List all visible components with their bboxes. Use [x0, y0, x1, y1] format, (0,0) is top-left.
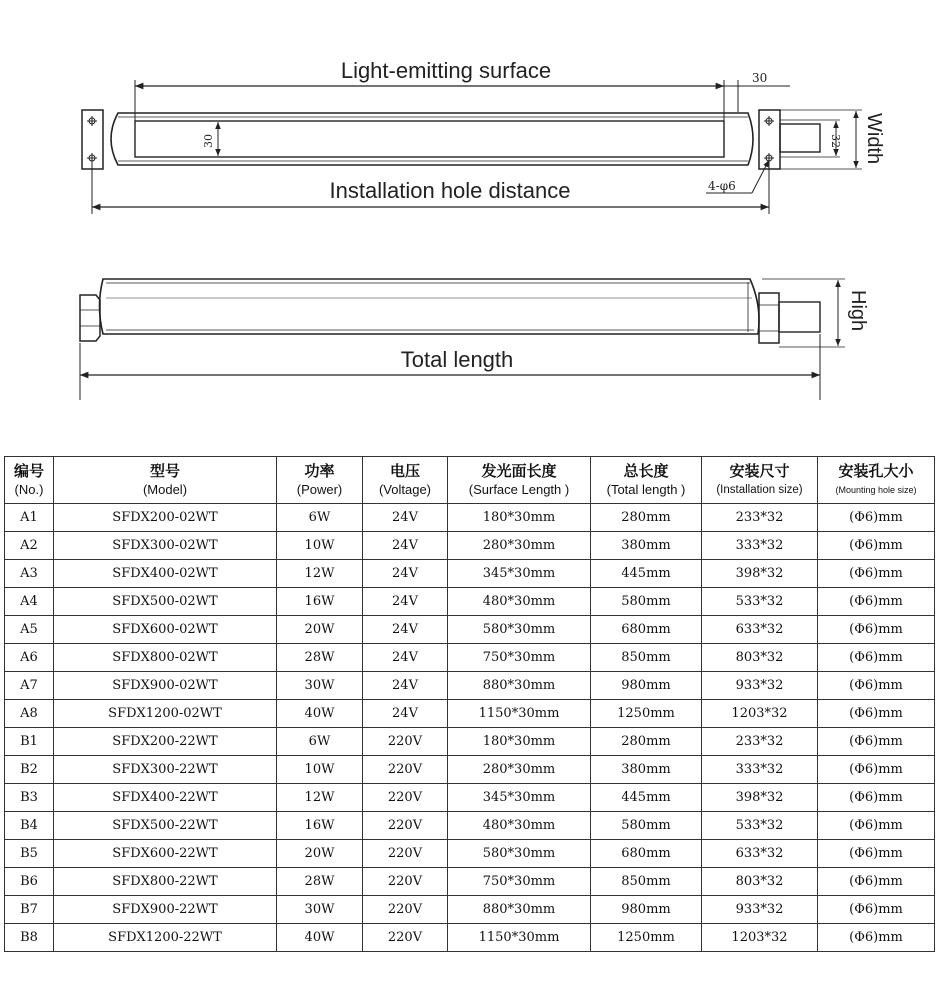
cell-voltage: 220V [363, 896, 448, 924]
cell-voltage: 220V [363, 728, 448, 756]
cell-power: 12W [277, 560, 363, 588]
cell-voltage: 220V [363, 840, 448, 868]
cell-power: 10W [277, 756, 363, 784]
table-body [5, 504, 935, 952]
cell-voltage: 24V [363, 532, 448, 560]
cell-voltage: 220V [363, 812, 448, 840]
table-row [5, 532, 935, 560]
cell-model: SFDX800-22WT [54, 868, 277, 896]
cable-gland [780, 124, 820, 152]
cell-model: SFDX400-22WT [54, 784, 277, 812]
cell-installation-size: 803*32 [702, 644, 818, 672]
cell-model: SFDX1200-22WT [54, 924, 277, 952]
left-end-cap [80, 295, 100, 341]
cell-installation-size: 233*32 [702, 728, 818, 756]
cell-no: B1 [5, 728, 54, 756]
hole-icon [764, 116, 774, 163]
cell-power: 6W [277, 504, 363, 532]
top-view [82, 58, 885, 214]
cell-surface-length: 180*30mm [448, 728, 591, 756]
cell-mounting-hole-size: (Φ6)mm [818, 616, 935, 644]
table-row [5, 504, 935, 532]
header-total-length: 总长度 (Total length ) [591, 457, 702, 504]
cell-mounting-hole-size: (Φ6)mm [818, 812, 935, 840]
cell-surface-length: 1150*30mm [448, 924, 591, 952]
cell-voltage: 220V [363, 924, 448, 952]
cell-installation-size: 533*32 [702, 812, 818, 840]
cell-surface-length: 280*30mm [448, 756, 591, 784]
cell-no: B2 [5, 756, 54, 784]
cell-surface-length: 880*30mm [448, 672, 591, 700]
cell-power: 16W [277, 588, 363, 616]
cell-mounting-hole-size: (Φ6)mm [818, 840, 935, 868]
cell-total-length: 980mm [591, 672, 702, 700]
cell-installation-size: 803*32 [702, 868, 818, 896]
cell-power: 40W [277, 700, 363, 728]
cell-model: SFDX300-02WT [54, 532, 277, 560]
cell-installation-size: 633*32 [702, 616, 818, 644]
cell-voltage: 220V [363, 784, 448, 812]
cell-model: SFDX800-02WT [54, 644, 277, 672]
cell-total-length: 1250mm [591, 700, 702, 728]
table-row [5, 616, 935, 644]
cell-total-length: 1250mm [591, 924, 702, 952]
technical-drawing [0, 0, 938, 450]
cell-voltage: 24V [363, 504, 448, 532]
cell-power: 40W [277, 924, 363, 952]
cell-model: SFDX300-22WT [54, 756, 277, 784]
cell-mounting-hole-size: (Φ6)mm [818, 560, 935, 588]
cell-installation-size: 633*32 [702, 840, 818, 868]
cell-model: SFDX200-22WT [54, 728, 277, 756]
dim-30-top: 30 [752, 71, 768, 85]
cell-installation-size: 233*32 [702, 504, 818, 532]
dim-30-inner: 30 [202, 134, 215, 148]
table-row [5, 812, 935, 840]
cell-total-length: 850mm [591, 868, 702, 896]
cell-no: A4 [5, 588, 54, 616]
cell-model: SFDX200-02WT [54, 504, 277, 532]
cell-voltage: 24V [363, 672, 448, 700]
cell-model: SFDX500-22WT [54, 812, 277, 840]
table-row [5, 644, 935, 672]
header-power: 功率 (Power) [277, 457, 363, 504]
cell-voltage: 24V [363, 560, 448, 588]
cell-no: A2 [5, 532, 54, 560]
cell-surface-length: 880*30mm [448, 896, 591, 924]
cell-installation-size: 333*32 [702, 756, 818, 784]
cell-power: 20W [277, 840, 363, 868]
header-model: 型号 (Model) [54, 457, 277, 504]
cell-power: 12W [277, 784, 363, 812]
table-row [5, 728, 935, 756]
spec-table [4, 456, 935, 952]
header-surface-length: 发光面长度 (Surface Length ) [448, 457, 591, 504]
width-label: Width [863, 113, 885, 165]
cell-total-length: 280mm [591, 504, 702, 532]
cell-mounting-hole-size: (Φ6)mm [818, 784, 935, 812]
table-row [5, 560, 935, 588]
cell-no: A7 [5, 672, 54, 700]
cell-surface-length: 345*30mm [448, 560, 591, 588]
header-voltage: 电压 (Voltage) [363, 457, 448, 504]
cell-total-length: 580mm [591, 588, 702, 616]
cell-total-length: 380mm [591, 756, 702, 784]
cell-mounting-hole-size: (Φ6)mm [818, 896, 935, 924]
cell-surface-length: 750*30mm [448, 644, 591, 672]
hole-callout: 4-φ6 [708, 179, 736, 193]
table-row [5, 700, 935, 728]
cell-model: SFDX1200-02WT [54, 700, 277, 728]
cell-surface-length: 180*30mm [448, 504, 591, 532]
table-row [5, 924, 935, 952]
cell-power: 16W [277, 812, 363, 840]
cell-power: 20W [277, 616, 363, 644]
cell-voltage: 24V [363, 700, 448, 728]
cell-no: A5 [5, 616, 54, 644]
cell-voltage: 220V [363, 756, 448, 784]
table-row [5, 868, 935, 896]
cell-surface-length: 1150*30mm [448, 700, 591, 728]
cell-installation-size: 533*32 [702, 588, 818, 616]
cell-installation-size: 1203*32 [702, 700, 818, 728]
cell-surface-length: 750*30mm [448, 868, 591, 896]
surface-label: Light-emitting surface [340, 58, 552, 83]
cell-model: SFDX900-02WT [54, 672, 277, 700]
table-row [5, 756, 935, 784]
cell-power: 30W [277, 896, 363, 924]
cell-power: 30W [277, 672, 363, 700]
cell-mounting-hole-size: (Φ6)mm [818, 644, 935, 672]
cell-total-length: 445mm [591, 784, 702, 812]
cell-installation-size: 398*32 [702, 784, 818, 812]
cell-total-length: 680mm [591, 840, 702, 868]
cell-total-length: 850mm [591, 644, 702, 672]
cell-model: SFDX400-02WT [54, 560, 277, 588]
table-row [5, 672, 935, 700]
right-end-cap [759, 293, 779, 343]
cell-installation-size: 333*32 [702, 532, 818, 560]
cell-surface-length: 580*30mm [448, 840, 591, 868]
cell-no: A3 [5, 560, 54, 588]
table-row [5, 896, 935, 924]
total-length-label: Total length [400, 347, 514, 372]
cell-no: A8 [5, 700, 54, 728]
cell-mounting-hole-size: (Φ6)mm [818, 672, 935, 700]
cell-total-length: 580mm [591, 812, 702, 840]
cell-voltage: 24V [363, 588, 448, 616]
cell-installation-size: 1203*32 [702, 924, 818, 952]
cell-mounting-hole-size: (Φ6)mm [818, 728, 935, 756]
cell-power: 28W [277, 868, 363, 896]
cell-installation-size: 933*32 [702, 896, 818, 924]
cell-mounting-hole-size: (Φ6)mm [818, 532, 935, 560]
cell-total-length: 980mm [591, 896, 702, 924]
cell-mounting-hole-size: (Φ6)mm [818, 924, 935, 952]
cell-surface-length: 480*30mm [448, 588, 591, 616]
cell-voltage: 24V [363, 644, 448, 672]
cell-no: B6 [5, 868, 54, 896]
dim-32: 32 [829, 134, 842, 148]
cell-installation-size: 933*32 [702, 672, 818, 700]
header-installation-size: 安装尺寸 (Installation size) [702, 457, 818, 504]
cell-voltage: 220V [363, 868, 448, 896]
cell-mounting-hole-size: (Φ6)mm [818, 700, 935, 728]
cell-no: B7 [5, 896, 54, 924]
cell-surface-length: 480*30mm [448, 812, 591, 840]
cell-model: SFDX500-02WT [54, 588, 277, 616]
cell-total-length: 380mm [591, 532, 702, 560]
cell-no: B8 [5, 924, 54, 952]
cell-total-length: 680mm [591, 616, 702, 644]
cell-total-length: 280mm [591, 728, 702, 756]
cell-no: B5 [5, 840, 54, 868]
cell-no: B4 [5, 812, 54, 840]
cell-mounting-hole-size: (Φ6)mm [818, 868, 935, 896]
cell-power: 10W [277, 532, 363, 560]
header-mounting-hole-size: 安装孔大小 (Mounting hole size) [818, 457, 935, 504]
cell-no: B3 [5, 784, 54, 812]
table-row [5, 784, 935, 812]
cell-surface-length: 345*30mm [448, 784, 591, 812]
cell-mounting-hole-size: (Φ6)mm [818, 756, 935, 784]
hole-distance-label: Installation hole distance [329, 178, 571, 203]
cell-mounting-hole-size: (Φ6)mm [818, 588, 935, 616]
table-header-row [5, 457, 935, 504]
hole-icon [87, 116, 97, 163]
cell-installation-size: 398*32 [702, 560, 818, 588]
cell-surface-length: 580*30mm [448, 616, 591, 644]
side-cable-gland [779, 302, 820, 332]
high-label: High [847, 290, 869, 332]
lamp-body-side [100, 279, 760, 334]
side-view [80, 279, 869, 400]
cell-model: SFDX600-22WT [54, 840, 277, 868]
cell-mounting-hole-size: (Φ6)mm [818, 504, 935, 532]
cell-model: SFDX600-02WT [54, 616, 277, 644]
table-row [5, 840, 935, 868]
cell-voltage: 24V [363, 616, 448, 644]
table-row [5, 588, 935, 616]
cell-total-length: 445mm [591, 560, 702, 588]
light-surface [135, 121, 724, 157]
cell-no: A1 [5, 504, 54, 532]
cell-power: 6W [277, 728, 363, 756]
header-no: 编号 (No.) [5, 457, 54, 504]
cell-no: A6 [5, 644, 54, 672]
cell-power: 28W [277, 644, 363, 672]
cell-model: SFDX900-22WT [54, 896, 277, 924]
cell-surface-length: 280*30mm [448, 532, 591, 560]
